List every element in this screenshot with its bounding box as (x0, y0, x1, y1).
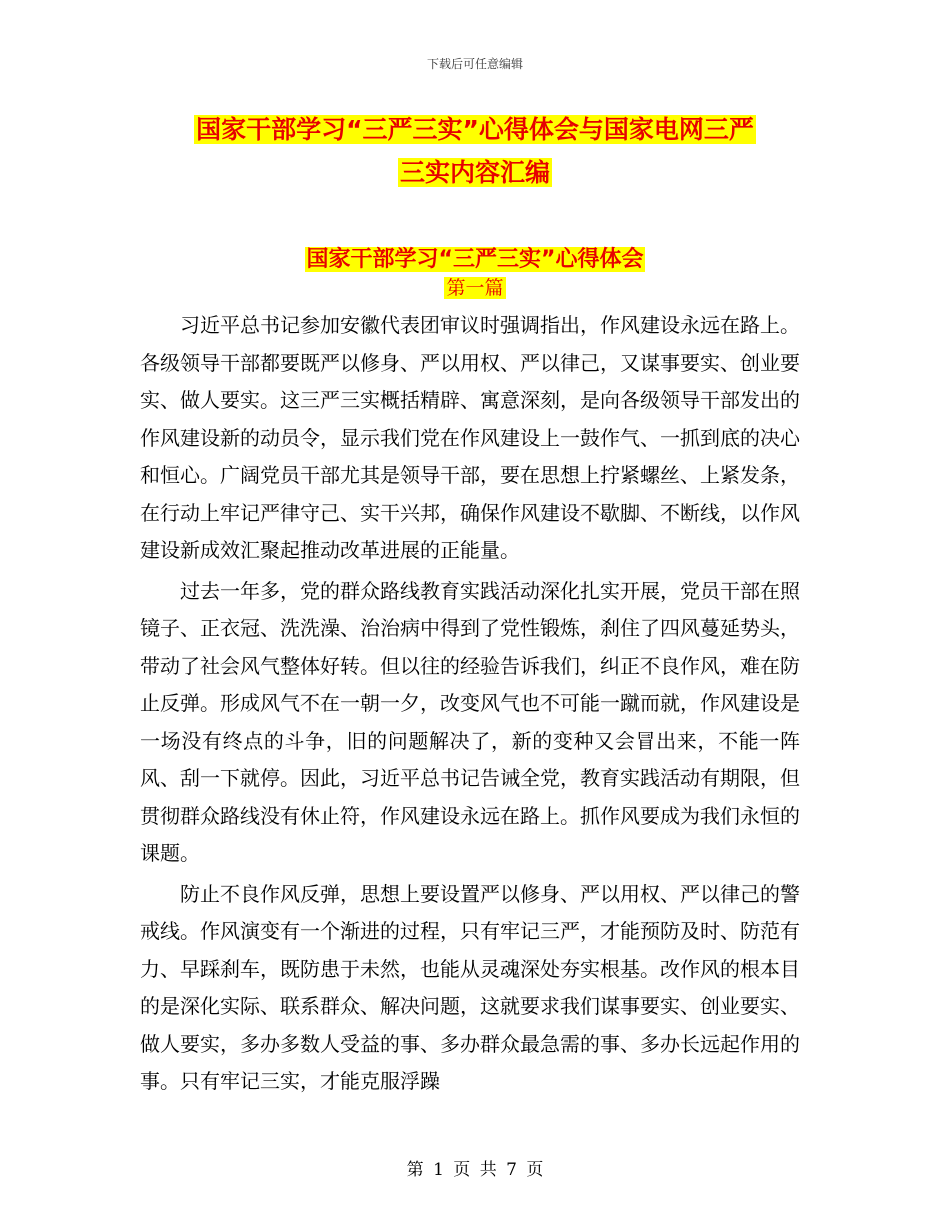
main-title-line2-text: 三实内容汇编 (399, 158, 550, 187)
main-title-line2 (140, 156, 810, 190)
paragraph-3: 防止不良作风反弹，思想上要设置严以修身、严以用权、严以律己的警戒线。作风演变有一个渐进的过程，只有牢记三严，才能预防及时、防范有力、早踩刹车，既防患于未然，也能从灵魂深处夯实根基。改作风的根本目的是深化实际、联系群众、解决问题，这就要求我们谋事要实、创业要实、做人要实，多办多数人受益的事、多办群众最急需的事、多办长远起作用的事。只有牢记三实，才能克服浮躁 (140, 881, 800, 1093)
chapter-label (0, 275, 950, 301)
document-body (140, 307, 800, 1104)
page-footer: 第 1 页 共 7 页 (406, 1160, 544, 1180)
section-title (0, 245, 950, 275)
section-title-text: 国家干部学习“三严三实”心得体会 (306, 247, 644, 272)
main-title-line1-text: 国家干部学习“三严三实”心得体会与国家电网三严 (196, 115, 754, 144)
main-title-line1 (140, 113, 810, 147)
paragraph-1: 习近平总书记参加安徽代表团审议时强调指出，作风建设永远在路上。各级领导干部都要既严以修身、严以用权、严以律己，又谋事要实、创业要实、做人要实。这三严三实概括精辟、寓意深刻，是向各级领导干部发出的作风建设新的动员令，显示我们党在作风建设上一鼓作气、一抓到底的决心和恒心。广阔党员干部尤其是领导干部，要在思想上拧紧螺丝、上紧发条，在行动上牢记严律守己、实干兴邦，确保作风建设不歇脚、不断线，以作风建设新成效汇聚起推动改革进展的正能量。 (140, 313, 800, 562)
header-note: 下载后可任意编辑 (426, 57, 523, 71)
paragraph-2: 过去一年多，党的群众路线教育实践活动深化扎实开展，党员干部在照镜子、正衣冠、洗洗澡、治治病中得到了党性锻炼，刹住了四风蔓延势头，带动了社会风气整体好转。但以往的经验告诉我们，纠正不良作风，难在防止反弹。形成风气不在一朝一夕，改变风气也不可能一蹴而就，作风建设是一场没有终点的斗争，旧的问题解决了，新的变种又会冒出来，不能一阵风、刮一下就停。因此，习近平总书记告诫全党，教育实践活动有期限，但贯彻群众路线没有休止符，作风建设永远在路上。抓作风要成为我们永恒的课题。 (140, 578, 800, 865)
chapter-label-text: 第一篇 (446, 277, 504, 299)
